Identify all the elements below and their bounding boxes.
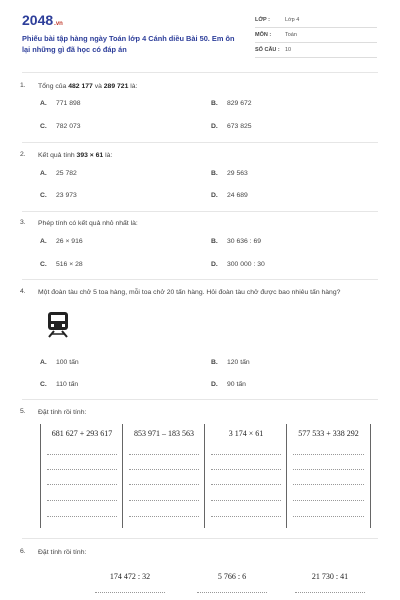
- calc-column: 681 627 + 293 617: [40, 424, 123, 528]
- divider: [22, 211, 378, 212]
- question-6-text: Đặt tính rồi tính:: [38, 549, 87, 556]
- question-3-text: Phép tính có kết quả nhỏ nhất là:: [38, 220, 138, 227]
- site-logo[interactable]: 2048.vn: [22, 12, 63, 28]
- divider: [22, 538, 378, 539]
- calculation-grid: [40, 424, 370, 528]
- train-icon: [46, 312, 70, 338]
- answer-line: [295, 592, 365, 593]
- question-2-text: Kết quả tính 393 × 61 là:: [38, 152, 113, 159]
- worksheet-header: [0, 0, 400, 76]
- question-4-text: Một đoàn tàu chở 5 toa hàng, mỗi toa chở 20 tấn hàng. Hỏi đoàn tàu chở được bao nhiêu tấn hàng?: [38, 289, 341, 296]
- divider: [22, 142, 378, 143]
- answer-line: [95, 592, 165, 593]
- divider: [22, 399, 378, 400]
- worksheet-title: Phiếu bài tập hàng ngày Toán lớp 4 Cánh diều Bài 50. Em ôn lại những gì đã học có đáp án: [22, 34, 235, 54]
- meta-class: LỚP : Lớp 4: [255, 14, 377, 28]
- division-expression: 174 472 : 32: [109, 572, 151, 581]
- calc-column: 853 971 – 183 563: [122, 424, 205, 528]
- header-divider: [22, 72, 378, 73]
- question-5-text: Đặt tính rồi tính:: [38, 409, 87, 416]
- division-expression: 21 730 : 41: [311, 572, 349, 581]
- divider: [22, 279, 378, 280]
- question-1-text: Tổng của 482 177 và 289 721 là:: [38, 83, 138, 90]
- answer-line: [197, 592, 267, 593]
- calc-column: 577 533 + 338 292: [286, 424, 371, 528]
- meta-question-count: SỐ CÂU : 10: [255, 44, 377, 58]
- division-expression: 5 766 : 6: [217, 572, 247, 581]
- calc-column: 3 174 × 61: [204, 424, 287, 528]
- meta-subject: MÔN : Toán: [255, 29, 377, 43]
